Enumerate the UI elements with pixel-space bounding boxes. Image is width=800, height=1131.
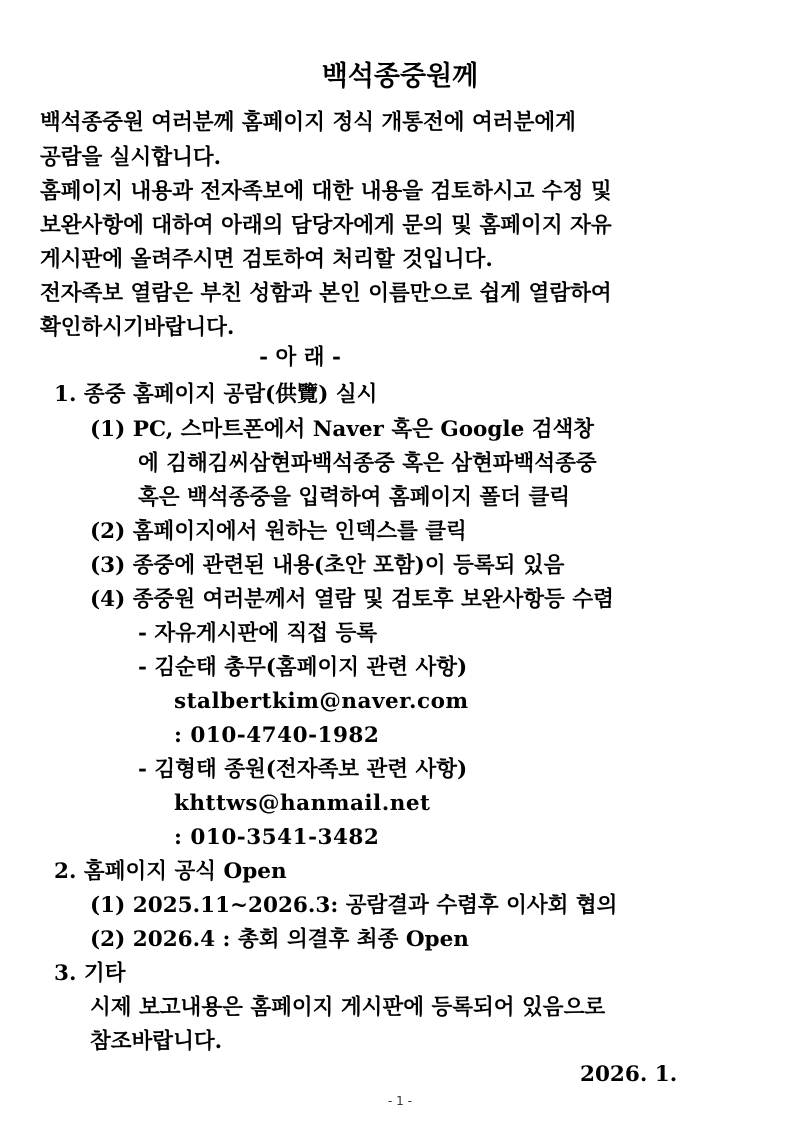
text: (3) 종중에 관련된 내용( — [90, 553, 325, 578]
intro-line: 전자족보 열람은 부친 성함과 본인 이름만으로 쉽게 열람하여 — [40, 281, 612, 306]
text: 관련 사항) — [359, 757, 468, 782]
keyword-highlight: 김해김씨삼현파백석종중 — [166, 451, 395, 476]
text: - 김형태 종원( — [138, 757, 276, 782]
page-number: - 1 - — [388, 1094, 412, 1108]
intro-line: 확인하시기바랍니다. — [40, 315, 235, 340]
contact-email: khttws@hanmail.net — [174, 791, 431, 816]
text: 관련 사항) — [359, 655, 468, 680]
contact-email: stalbertkim@naver.com — [174, 689, 469, 714]
section-heading: 2. 홈페이지 공식 Open — [54, 859, 287, 884]
keyword-highlight: 삼현파백석종중 — [451, 451, 597, 476]
paragraph-line: 시제 보고내용은 홈페이지 게시판에 등록되어 있음으로 — [90, 995, 606, 1020]
text: 혹은 — [138, 485, 188, 510]
list-item: (4) 종중원 여러분께서 열람 및 검토후 보완사항등 수렴 — [90, 587, 614, 612]
contact-phone: : 010-4740-1982 — [174, 723, 380, 748]
sub-item — [138, 653, 467, 683]
intro-line: 백석종중원 여러분께 홈페이지 정식 개통전에 여러분에게 — [40, 110, 576, 135]
list-item-continued — [138, 483, 570, 513]
intro-line: 공람을 실시합니다. — [40, 145, 222, 170]
keyword-highlight: 백석종중 — [187, 485, 271, 510]
list-item: (2) 홈페이지에서 원하는 인덱스를 클릭 — [90, 519, 467, 544]
intro-line: 보완사항에 대하여 아래의 담당자에게 문의 및 홈페이지 자유 — [40, 213, 612, 238]
paragraph-line: 참조바랍니다. — [90, 1029, 223, 1054]
list-item: (1) PC, 스마트폰에서 Naver 혹은 Google 검색창 — [90, 417, 595, 442]
list-item: (1) 2025.11~2026.3: 공람결과 수렴후 이사회 협의 — [90, 893, 618, 918]
section-heading: 1. 종중 홈페이지 공람(供覽) 실시 — [54, 382, 378, 407]
section-heading: 3. 기타 — [54, 961, 126, 986]
text: 을 입력하여 홈페이지 폴더 클릭 — [270, 485, 571, 510]
text: - 김순태 총무( — [138, 655, 276, 680]
list-item-continued — [138, 449, 597, 479]
document-date: 2026. 1. — [580, 1062, 678, 1087]
list-item — [90, 551, 564, 581]
contact-phone: : 010-3541-3482 — [174, 825, 380, 850]
keyword-highlight: 홈페이지 — [275, 655, 359, 680]
sub-item — [138, 755, 467, 785]
section-divider-label: - 아 래 - — [259, 345, 341, 370]
text: 포함)이 등록되 있음 — [365, 553, 565, 578]
list-item: (2) 2026.4 : 총회 의결후 최종 Open — [90, 927, 469, 952]
text: 혹은 — [394, 451, 452, 476]
keyword-highlight: 전자족보 — [275, 757, 359, 782]
text: 에 — [138, 451, 167, 476]
intro-line: 게시판에 올려주시면 검토하여 처리할 것입니다. — [40, 247, 493, 272]
keyword-highlight: 초안 — [324, 553, 366, 578]
document-title: 백석종중원께 — [321, 61, 479, 92]
sub-item: - 자유게시판에 직접 등록 — [138, 621, 378, 646]
intro-line: 홈페이지 내용과 전자족보에 대한 내용을 검토하시고 수정 및 — [40, 179, 612, 204]
